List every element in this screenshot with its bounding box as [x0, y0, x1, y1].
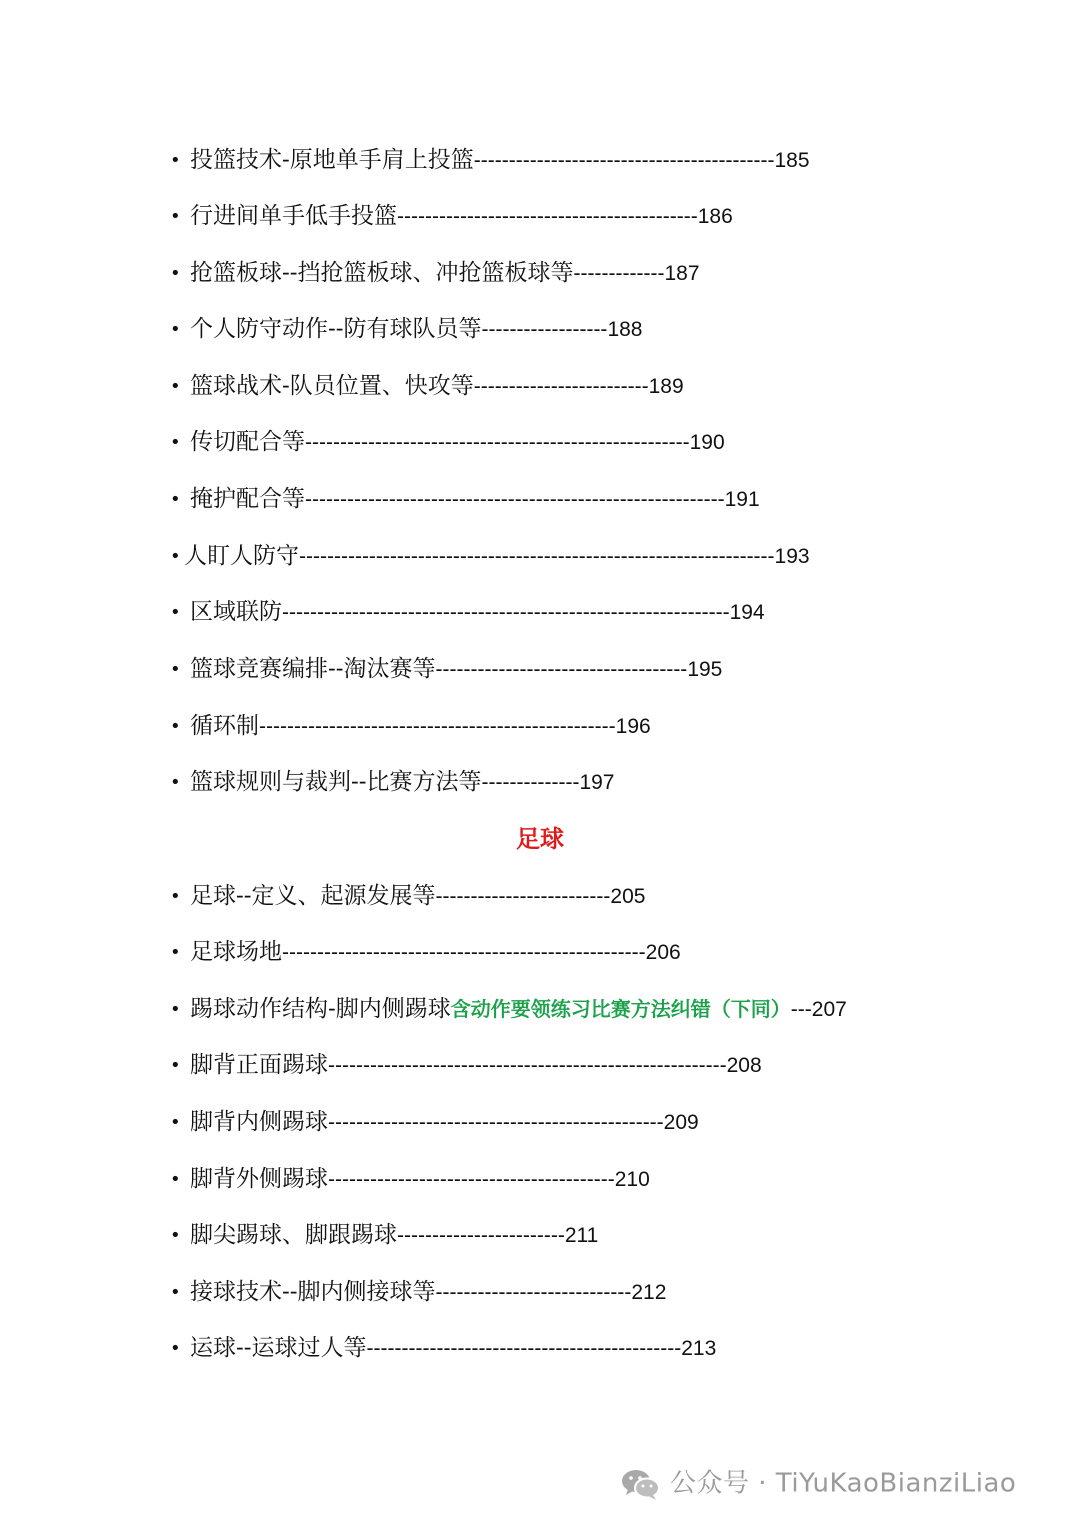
- toc-entry: [170, 876, 645, 916]
- entry-page-number: 210: [614, 1168, 650, 1191]
- bullet: •: [170, 999, 181, 1020]
- entry-page-number: 193: [774, 545, 810, 568]
- toc-entry: [170, 140, 810, 180]
- toc-entry: [170, 706, 651, 746]
- entry-title: 行进间单手低手投篮: [190, 203, 397, 229]
- entry-page-number: 188: [607, 318, 643, 341]
- toc-entry: [170, 366, 684, 406]
- entry-title: 脚背外侧踢球: [190, 1166, 328, 1192]
- bullet: •: [170, 716, 181, 737]
- entry-leader: -------------------------------------------: [397, 205, 698, 228]
- section-heading-football: 足球: [516, 825, 564, 853]
- entry-title: 个人防守动作--防有球队员等: [190, 316, 482, 342]
- entry-leader: ------------------: [481, 318, 608, 341]
- bullet: •: [170, 263, 181, 284]
- entry-title: 接球技术--脚内侧接球等: [190, 1279, 436, 1305]
- entry-title: 足球场地: [190, 939, 282, 965]
- toc-entry: [170, 1045, 762, 1085]
- bullet: •: [170, 432, 181, 453]
- entry-title: 脚背正面踢球: [190, 1052, 328, 1078]
- entry-page-number: 213: [681, 1337, 717, 1360]
- bullet: •: [170, 1055, 181, 1076]
- entry-page-number: 205: [610, 885, 646, 908]
- toc-entry: [170, 762, 615, 802]
- toc-entry: [170, 932, 681, 972]
- entry-leader: ------------------------------------------------: [328, 1111, 664, 1134]
- entry-page-number: 195: [687, 658, 723, 681]
- entry-leader: ------------------------------------: [435, 658, 688, 681]
- entry-page-number: 186: [697, 205, 733, 228]
- bullet: •: [170, 1169, 181, 1190]
- entry-leader: ----------------------------------------------------: [282, 941, 646, 964]
- toc-entry: [170, 536, 810, 576]
- bullet: •: [170, 1225, 181, 1246]
- toc-entry: [170, 1328, 716, 1368]
- entry-title: 篮球竞赛编排--淘汰赛等: [190, 656, 436, 682]
- bullet: •: [170, 772, 181, 793]
- entry-page-number: 189: [648, 375, 684, 398]
- entry-leader: ----------------------------: [435, 1281, 632, 1304]
- entry-title: 投篮技术-原地单手肩上投篮: [190, 147, 474, 173]
- entry-title: 传切配合等: [190, 429, 305, 455]
- entry-title: 篮球规则与裁判--比赛方法等: [190, 769, 482, 795]
- entry-leader: -------------------------------------------------------: [305, 431, 690, 454]
- bullet: •: [170, 659, 181, 680]
- bullet: •: [170, 602, 181, 623]
- toc-entry: [170, 1102, 699, 1142]
- bullet: •: [170, 886, 181, 907]
- entry-leader: -------------------------: [473, 375, 649, 398]
- entry-title: 运球--运球过人等: [190, 1335, 367, 1361]
- toc-entry: [170, 1159, 650, 1199]
- entry-page-number: 207: [811, 998, 847, 1021]
- toc-entry: [170, 989, 847, 1029]
- entry-leader: -------------: [573, 262, 665, 285]
- entry-page-number: 191: [724, 488, 760, 511]
- entry-leader: ---: [790, 998, 812, 1021]
- toc-entry: [170, 196, 733, 236]
- entry-leader: -------------------------: [435, 885, 611, 908]
- entry-title: 抢篮板球--挡抢篮板球、冲抢篮板球等: [190, 260, 574, 286]
- entry-leader: ---------------------------------------------------------: [328, 1054, 727, 1077]
- bullet: •: [170, 319, 181, 340]
- entry-leader: --------------: [481, 771, 580, 794]
- entry-title: 足球--定义、起源发展等: [190, 883, 436, 909]
- entry-page-number: 211: [564, 1224, 599, 1247]
- entry-note: 含动作要领练习比赛方法纠错（下同）: [450, 997, 791, 1021]
- toc-entry: [170, 422, 725, 462]
- bullet: •: [170, 1112, 181, 1133]
- watermark: [620, 1460, 1016, 1506]
- entry-page-number: 212: [631, 1281, 667, 1304]
- entry-page-number: 187: [664, 262, 700, 285]
- entry-page-number: 206: [645, 941, 681, 964]
- entry-title: 脚背内侧踢球: [190, 1109, 328, 1135]
- bullet: •: [170, 376, 181, 397]
- entry-page-number: 194: [729, 601, 765, 624]
- entry-page-number: 197: [579, 771, 615, 794]
- entry-page-number: 196: [615, 715, 651, 738]
- entry-leader: -------------------------------------------: [473, 149, 775, 172]
- toc-entry: [170, 1215, 598, 1255]
- entry-title: 人盯人防守: [184, 543, 299, 569]
- bullet: •: [170, 1282, 181, 1303]
- toc-entry: [170, 1272, 666, 1312]
- entry-title: 篮球战术-队员位置、快攻等: [190, 373, 474, 399]
- entry-page-number: 185: [774, 149, 810, 172]
- entry-page-number: 209: [663, 1111, 699, 1134]
- entry-title: 脚尖踢球、脚跟踢球: [190, 1222, 397, 1248]
- entry-title: 掩护配合等: [190, 486, 305, 512]
- toc-entry: [170, 253, 700, 293]
- entry-title: 区域联防: [190, 599, 282, 625]
- entry-leader: --------------------------------------------------------------------: [299, 545, 775, 568]
- bullet: •: [170, 1338, 181, 1359]
- entry-page-number: 208: [726, 1054, 762, 1077]
- toc-entry: [170, 309, 642, 349]
- toc-entry: [170, 479, 760, 519]
- bullet: •: [170, 942, 181, 963]
- entry-leader: ---------------------------------------------: [366, 1337, 682, 1360]
- entry-title: 循环制: [190, 713, 259, 739]
- bullet: •: [170, 206, 181, 227]
- wechat-icon: [620, 1467, 662, 1501]
- watermark-text: 公众号 · TiYuKaoBianziLiao: [670, 1468, 1017, 1499]
- toc-entry: [170, 649, 722, 689]
- entry-leader: ------------------------: [397, 1224, 565, 1247]
- entry-leader: -----------------------------------------: [328, 1168, 615, 1191]
- entry-title: 踢球动作结构-脚内侧踢球: [190, 996, 451, 1022]
- bullet: •: [170, 489, 181, 510]
- entry-page-number: 190: [689, 431, 725, 454]
- toc-entry: [170, 592, 765, 632]
- bullet: •: [170, 150, 181, 171]
- entry-leader: ---------------------------------------------------: [259, 715, 616, 738]
- entry-leader: ----------------------------------------------------------------: [282, 601, 730, 624]
- bullet: •: [170, 546, 181, 567]
- entry-leader: ------------------------------------------------------------: [305, 488, 725, 511]
